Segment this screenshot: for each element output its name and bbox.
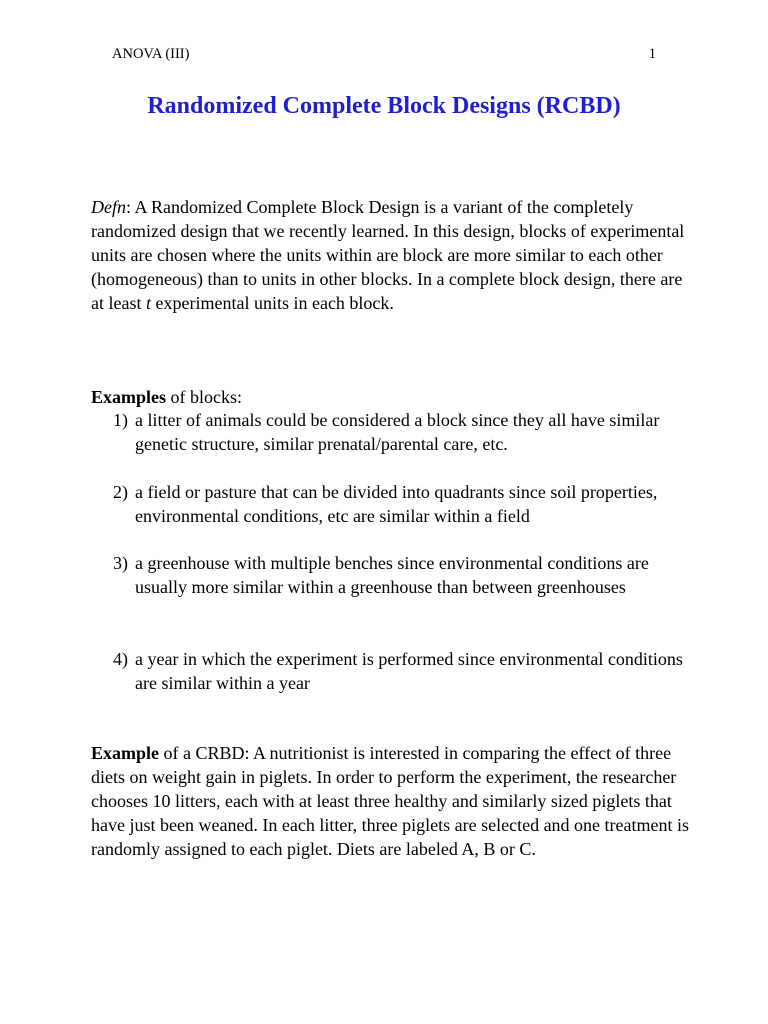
definition-text-after: experimental units in each block. xyxy=(151,293,394,313)
definition-text-before: : A Randomized Complete Block Design is a variant of the completely randomized design that we recently learned. In this design, blocks of experimental units are chosen where the units within are block are more similar to each other (homogeneous) than to units in other blocks. In a complete block design, there are at least xyxy=(91,197,685,313)
crbd-example-heading: Example xyxy=(91,743,160,763)
running-head: ANOVA (III) xyxy=(112,46,190,62)
page-header xyxy=(112,46,656,66)
list-item-number: 4) xyxy=(113,649,128,669)
page-number: 1 xyxy=(648,46,656,62)
definition-variable-t: t xyxy=(145,293,151,313)
list-item-text: a litter of animals could be considered a block since they all have similar genetic structure, similar prenatal/parental care, etc. xyxy=(135,410,660,454)
crbd-example-paragraph xyxy=(91,741,691,861)
examples-heading-bold: Examples xyxy=(91,387,167,407)
list-item xyxy=(113,551,693,599)
list-item xyxy=(113,647,693,695)
page-title: Randomized Complete Block Designs (RCBD) xyxy=(147,93,621,119)
list-item-number: 3) xyxy=(113,553,128,573)
list-item-text: a greenhouse with multiple benches since environmental conditions are usually more similar within a greenhouse than between greenhouses xyxy=(135,553,649,597)
list-item-text: a field or pasture that can be divided into quadrants since soil properties, environmental conditions, etc are similar within a field xyxy=(135,482,658,526)
examples-heading xyxy=(91,385,691,409)
definition-term: Defn xyxy=(91,197,126,217)
list-item-number: 2) xyxy=(113,482,128,502)
crbd-example-text: of a CRBD: A nutritionist is interested in comparing the effect of three diets on weight gain in piglets. In order to perform the experiment, the researcher chooses 10 litters, each with at least three healthy and similarly sized piglets that have just been weaned. In each litter, three piglets are selected and one treatment is randomly assigned to each piglet. Diets are labeled A, B or C. xyxy=(91,743,690,859)
list-item-text: a year in which the experiment is performed since environmental conditions are similar within a year xyxy=(135,649,683,693)
list-item xyxy=(113,408,693,456)
examples-heading-rest: of blocks: xyxy=(166,387,243,407)
definition-paragraph xyxy=(91,195,691,315)
list-item xyxy=(113,480,693,528)
list-item-number: 1) xyxy=(113,410,128,430)
